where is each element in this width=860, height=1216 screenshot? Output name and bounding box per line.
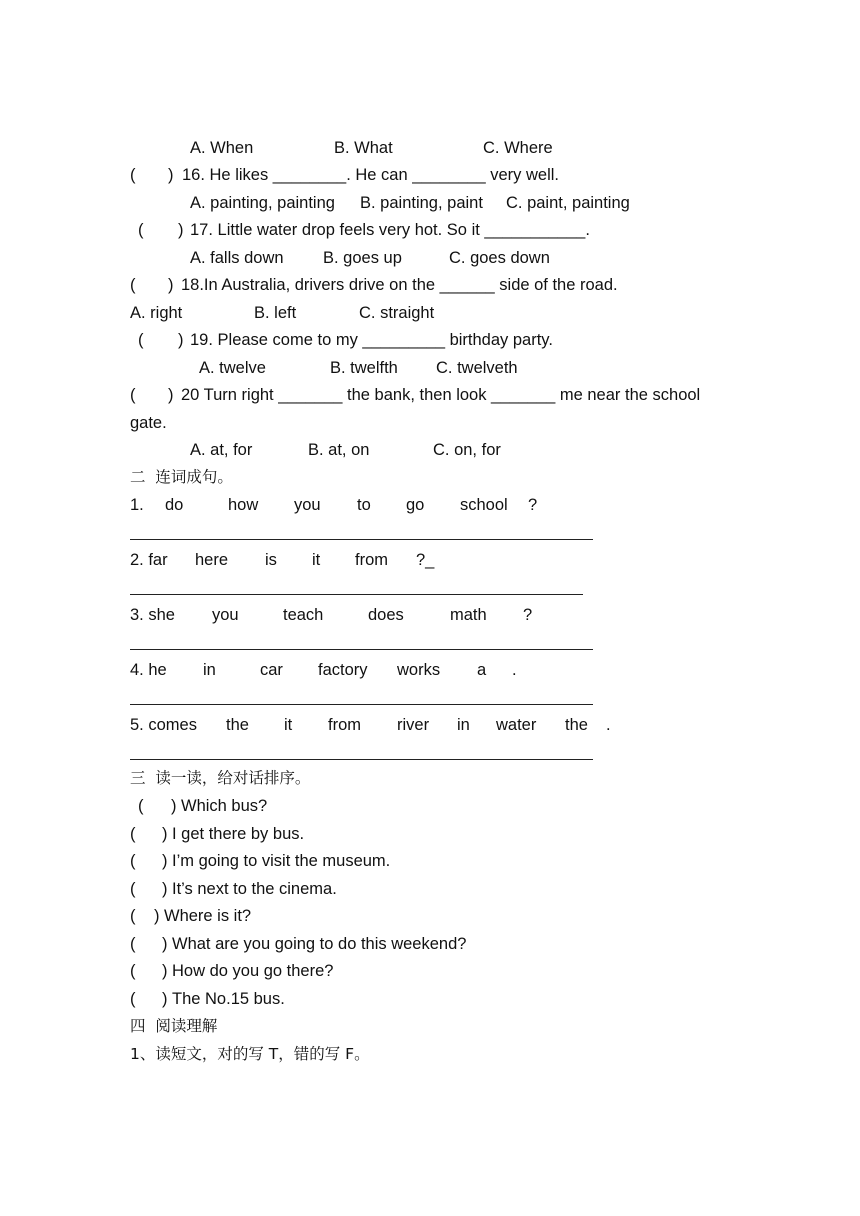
dialogue-text: Which bus?: [181, 797, 268, 815]
item3-word: 3. she: [130, 606, 175, 624]
section4-instruction: 1、读短文，对的写 T，错的写 F。: [130, 1045, 370, 1063]
q18-text: 18.In Australia, drivers drive on the ______ side of the road.: [181, 276, 618, 294]
q19-paren-close: ): [178, 331, 184, 349]
paren-open: (: [130, 962, 136, 980]
item2-word: 2. far: [130, 551, 168, 569]
q20-paren-open: (: [130, 386, 136, 404]
paren-close: ): [171, 797, 177, 815]
item4-word: 4. he: [130, 661, 167, 679]
q15-option-a: A. When: [190, 139, 254, 157]
q16-paren-close: ): [168, 166, 174, 184]
q16-option-a: A. painting, painting: [190, 194, 335, 212]
answer-line[interactable]: [130, 704, 593, 705]
q20-option-a: A. at, for: [190, 441, 253, 459]
item4-word: car: [260, 661, 283, 679]
item4-word: a: [477, 661, 487, 679]
paren-close: ): [162, 852, 168, 870]
answer-line[interactable]: [130, 759, 593, 760]
dialogue-text: What are you going to do this weekend?: [172, 935, 467, 953]
q20-option-b: B. at, on: [308, 441, 370, 459]
q18-option-c: C. straight: [359, 304, 435, 322]
paren-close: ): [162, 935, 168, 953]
q16-option-c: C. paint, painting: [506, 194, 630, 212]
item5-word: .: [606, 716, 611, 734]
q19-text: 19. Please come to my _________ birthday party.: [190, 331, 553, 349]
paren-close: ): [154, 907, 160, 925]
paren-open: (: [130, 907, 136, 925]
q15-option-c: C. Where: [483, 139, 553, 157]
q18-option-a: A. right: [130, 304, 183, 322]
q17-text: 17. Little water drop feels very hot. So it ___________.: [190, 221, 590, 239]
q16-option-b: B. painting, paint: [360, 194, 483, 212]
section4-title: 四 阅读理解: [130, 1017, 218, 1035]
item3-word: math: [450, 606, 487, 624]
q20-text-continued: gate.: [130, 414, 167, 432]
q17-option-b: B. goes up: [323, 249, 402, 267]
section2-title: 二 连词成句。: [130, 468, 233, 486]
q16-text: 16. He likes ________. He can ________ very well.: [182, 166, 559, 184]
item2-word: here: [195, 551, 229, 569]
q19-paren-open: (: [138, 331, 144, 349]
item3-word: teach: [283, 606, 324, 624]
q19-option-b: B. twelfth: [330, 359, 398, 377]
q20-text: 20 Turn right _______ the bank, then look _______ me near the school: [181, 386, 701, 404]
item5-word: the: [226, 716, 249, 734]
item3-word: does: [368, 606, 404, 624]
paren-open: (: [130, 852, 136, 870]
dialogue-text: Where is it?: [164, 907, 252, 925]
item5-word: river: [397, 716, 430, 734]
item4-word: .: [512, 661, 517, 679]
item1-word: you: [294, 496, 321, 514]
paren-open: (: [130, 880, 136, 898]
item4-word: factory: [318, 661, 368, 679]
item1-word: go: [406, 496, 425, 514]
q20-option-c: C. on, for: [433, 441, 501, 459]
item2-word: ?_: [416, 551, 435, 569]
answer-line[interactable]: [130, 594, 583, 595]
item5-word: it: [284, 716, 293, 734]
item2-word: from: [355, 551, 388, 569]
item3-word: you: [212, 606, 239, 624]
dialogue-text: It’s next to the cinema.: [172, 880, 337, 898]
item5-word: water: [496, 716, 537, 734]
item2-word: is: [265, 551, 277, 569]
section3-title: 三 读一读，给对话排序。: [130, 769, 311, 787]
item1-word: ?: [528, 496, 538, 514]
paren-open: (: [130, 935, 136, 953]
item5-word: the: [565, 716, 588, 734]
item5-word: in: [457, 716, 470, 734]
dialogue-text: The No.15 bus.: [172, 990, 285, 1008]
q20-paren-close: ): [168, 386, 174, 404]
paren-close: ): [162, 825, 168, 843]
item5-word: from: [328, 716, 361, 734]
item2-word: it: [312, 551, 321, 569]
q18-option-b: B. left: [254, 304, 297, 322]
paren-open: (: [138, 797, 144, 815]
q19-option-a: A. twelve: [199, 359, 266, 377]
item4-word: in: [203, 661, 216, 679]
item3-word: ?: [523, 606, 533, 624]
paren-close: ): [162, 880, 168, 898]
q19-option-c: C. twelveth: [436, 359, 518, 377]
dialogue-text: I get there by bus.: [172, 825, 305, 843]
paren-open: (: [130, 990, 136, 1008]
q18-paren-close: ): [168, 276, 174, 294]
q16-paren-open: (: [130, 166, 136, 184]
q15-option-b: B. What: [334, 139, 393, 157]
item4-word: works: [397, 661, 441, 679]
q17-paren-close: ): [178, 221, 184, 239]
item1-word: how: [228, 496, 259, 514]
item1-word: do: [165, 496, 184, 514]
item1-word: school: [460, 496, 508, 514]
q17-option-c: C. goes down: [449, 249, 550, 267]
q18-paren-open: (: [130, 276, 136, 294]
q17-paren-open: (: [138, 221, 144, 239]
dialogue-text: I’m going to visit the museum.: [172, 852, 391, 870]
item5-word: 5. comes: [130, 716, 197, 734]
item1-word: 1.: [130, 496, 144, 514]
paren-open: (: [130, 825, 136, 843]
answer-line[interactable]: [130, 539, 593, 540]
dialogue-text: How do you go there?: [172, 962, 334, 980]
paren-close: ): [162, 962, 168, 980]
paren-close: ): [162, 990, 168, 1008]
q17-option-a: A. falls down: [190, 249, 284, 267]
item1-word: to: [357, 496, 371, 514]
answer-line[interactable]: [130, 649, 593, 650]
